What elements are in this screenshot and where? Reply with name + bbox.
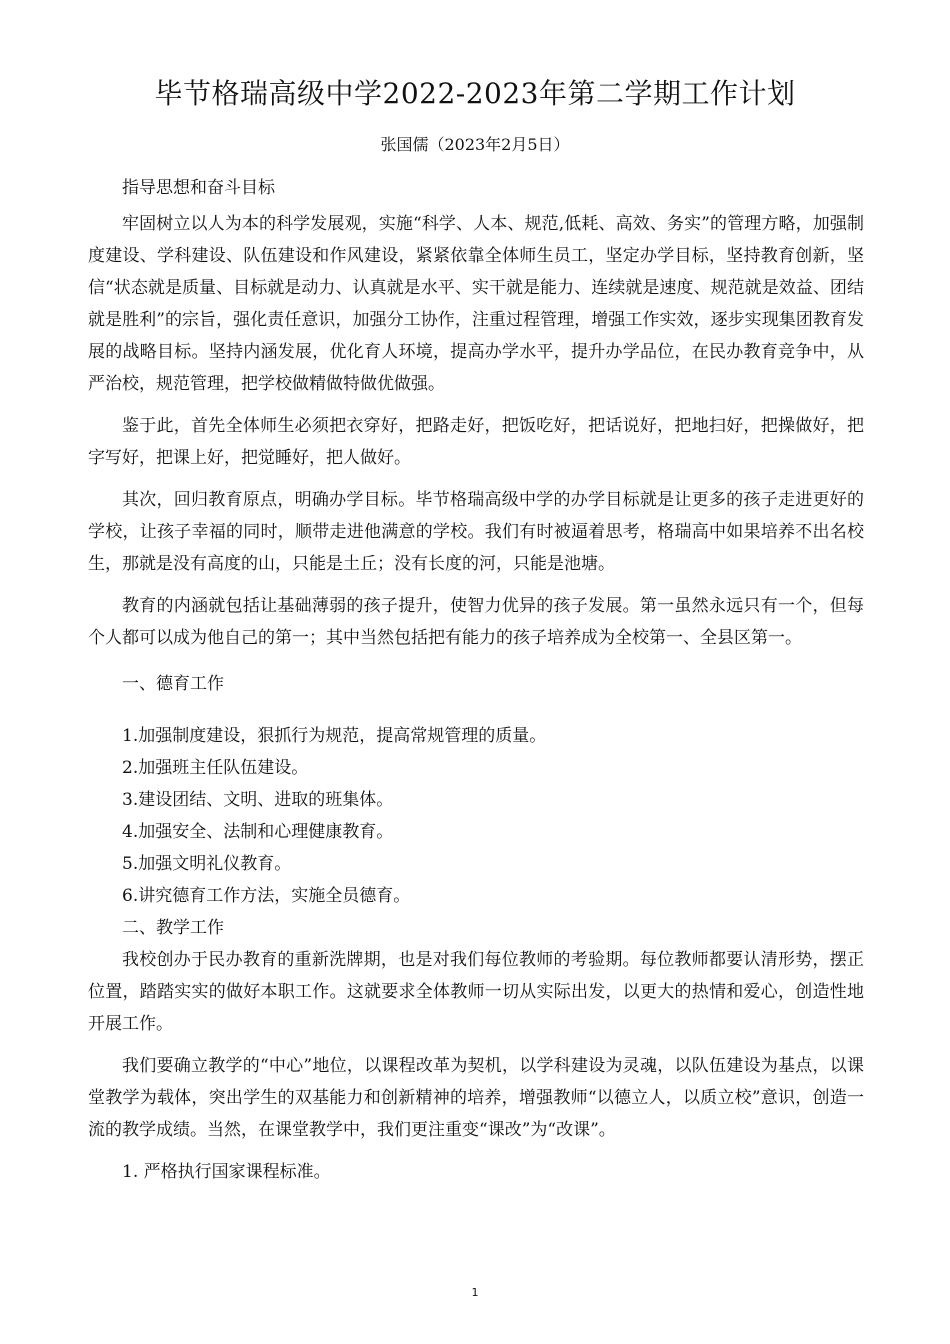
section-1-item-6: 6.讲究德育工作方法，实施全员德育。 (122, 886, 411, 906)
document-body (88, 172, 864, 1188)
intro-paragraph-2: 鉴于此，首先全体师生必须把衣穿好，把路走好，把饭吃好，把话说好，把地扫好，把操做好，把字写好，把课上好，把觉睡好，把人做好。 (88, 416, 864, 468)
section-1-item-4: 4.加强安全、法制和心理健康教育。 (122, 822, 394, 842)
section-1-item-2: 2.加强班主任队伍建设。 (122, 758, 309, 778)
author-date-line: 张国儒（2023年2月5日） (380, 135, 570, 154)
page-number: 1 (471, 1286, 479, 1299)
section-1-item-1: 1.加强制度建设，狠抓行为规范，提高常规管理的质量。 (122, 726, 547, 746)
intro-paragraph-4: 教育的内涵就包括让基础薄弱的孩子提升，使智力优异的孩子发展。第一虽然永远只有一个，但每个人都可以成为他自己的第一；其中当然包括把有能力的孩子培养成为全校第一、全县区第一。 (88, 596, 864, 648)
section-2-heading: 二、教学工作 (122, 918, 224, 938)
document-title: 毕节格瑞高级中学2022-2023年第二学期工作计划 (154, 77, 796, 110)
intro-heading: 指导思想和奋斗目标 (122, 178, 275, 198)
section-2-paragraph-2: 我们要确立教学的“中心”地位，以课程改革为契机，以学科建设为灵魂，以队伍建设为基点，以课堂教学为载体，突出学生的双基能力和创新精神的培养，增强教师“以德立人，以质立校”意识，创造一流的教学成绩。当然，在课堂教学中，我们更注重变“课改”为“改课”。 (88, 1056, 864, 1140)
section-1-heading: 一、德育工作 (122, 674, 224, 694)
section-2-item-1: 1. 严格执行国家课程标准。 (122, 1162, 331, 1182)
section-1-item-5: 5.加强文明礼仪教育。 (122, 854, 292, 874)
section-2-paragraph-1: 我校创办于民办教育的重新洗牌期，也是对我们每位教师的考验期。每位教师都要认清形势，摆正位置，踏踏实实的做好本职工作。这就要求全体教师一切从实际出发，以更大的热情和爱心，创造性地开展工作。 (88, 950, 864, 1034)
intro-paragraph-3: 其次，回归教育原点，明确办学目标。毕节格瑞高级中学的办学目标就是让更多的孩子走进更好的学校，让孩子幸福的同时，顺带走进他满意的学校。我们有时被逼着思考，格瑞高中如果培养不出名校生，那就是没有高度的山，只能是土丘；没有长度的河，只能是池塘。 (88, 490, 864, 574)
section-1-item-3: 3.建设团结、文明、进取的班集体。 (122, 790, 394, 810)
intro-paragraph-1: 牢固树立以人为本的科学发展观，实施“科学、人本、规范,低耗、高效、务实”的管理方略，加强制度建设、学科建设、队伍建设和作风建设，紧紧依靠全体师生员工，坚定办学目标，坚持教育创新，坚信“状态就是质量、目标就是动力、认真就是水平、实干就是能力、连续就是速度、规范就是效益、团结就是胜利”的宗旨，强化责任意识，加强分工协作，注重过程管理，增强工作实效，逐步实现集团教育发展的战略目标。坚持内涵发展，优化育人环境，提高办学水平，提升办学品位，在民办教育竞争中，从严治校，规范管理，把学校做精做特做优做强。 (88, 214, 864, 394)
